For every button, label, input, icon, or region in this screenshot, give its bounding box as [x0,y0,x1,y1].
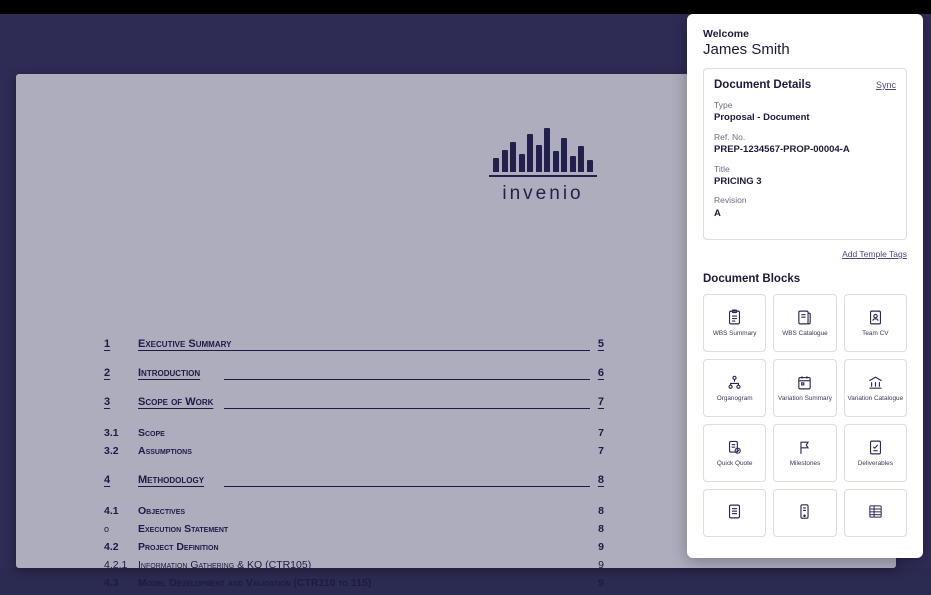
block-label: Milestones [789,460,821,468]
checklist-icon [867,439,884,456]
toc-page: 9 [598,541,604,553]
block-deliverables[interactable] [844,424,907,482]
document-details-title: Document Details [714,79,812,91]
block-organogram[interactable] [703,359,766,417]
block-variation-catalogue[interactable] [844,359,907,417]
toc-entry[interactable] [104,427,604,442]
logo-wordmark: invenio [502,183,584,204]
toc-page: 7 [598,445,604,457]
table-of-contents [104,324,604,595]
logo-underline [489,175,597,177]
toc-number: o [104,524,110,534]
field-value: PRICING 3 [714,176,762,187]
welcome-label: Welcome [703,28,749,40]
toc-leader [224,350,590,351]
field-value: A [714,207,721,219]
toc-entry[interactable] [104,505,604,520]
block-label: Quick Quote [716,460,753,468]
title-bar [0,0,931,14]
toc-title: Model Development and Validation (CTR110 to 115) [138,577,372,589]
toc-page: 7 [597,396,604,408]
user-name: James Smith [703,41,790,58]
field-value: Proposal - Document [714,112,810,124]
toc-number: 3.2 [104,445,119,457]
toc-entry[interactable] [104,338,604,353]
toc-page: 8 [598,505,604,517]
calendar-icon [796,374,813,391]
toc-page: 8 [598,523,604,535]
toc-number: 1 [104,338,111,350]
block-quick-quote[interactable] [703,424,766,482]
toc-page: 5 [597,338,604,350]
toc-title: Assumptions [138,445,192,457]
toc-title: Scope of Work [138,396,214,408]
block-milestones[interactable] [773,424,836,482]
list-doc-icon [726,503,743,520]
detail-field-revision [714,195,896,220]
toc-page: 6 [597,367,604,379]
invenio-logo [484,126,602,205]
block-label: WBS Catalogue [782,330,828,338]
block-team-cv[interactable] [844,294,907,352]
block-wbs-catalogue[interactable] [773,294,836,352]
toc-title: Scope [138,427,165,439]
block-label: Deliverables [857,460,893,468]
toc-entry[interactable] [104,396,604,411]
sync-button[interactable]: Sync [875,80,896,90]
toc-entry[interactable] [104,367,604,382]
mobile-doc-icon [796,503,813,520]
toc-entry[interactable] [104,474,604,489]
document-blocks-title: Document Blocks [703,273,801,286]
block-label: Organogram [716,395,753,403]
toc-title: Executive Summary [138,338,232,350]
toc-number: 4.2 [104,541,119,553]
toc-page: 7 [598,427,604,439]
field-value: PREP-1234567-PROP-00004-A [714,144,850,156]
bank-icon [867,374,884,391]
flag-icon [796,439,813,456]
toc-entry[interactable] [104,541,604,556]
block-label: Variation Catalogue [847,395,904,403]
detail-field-title [714,164,896,189]
block-mobile-doc[interactable] [773,489,836,537]
toc-number: 3 [104,396,111,408]
table-icon [867,503,884,520]
toc-entry[interactable] [104,445,604,460]
toc-number: 2 [104,367,111,379]
toc-entry[interactable] [104,577,604,592]
quote-icon [726,439,743,456]
field-label: Type [714,100,733,110]
detail-field-ref-no [714,132,896,157]
toc-number: 4 [104,474,111,486]
block-table[interactable] [844,489,907,537]
document-blocks-grid [703,294,907,537]
field-label: Title [714,163,730,174]
toc-page: 9 [598,559,604,571]
toc-title: Project Definition [138,541,219,553]
toc-title: Execution Statement [138,523,229,535]
block-list-doc[interactable] [703,489,766,537]
toc-leader [224,379,590,380]
block-label: Team CV [862,330,889,338]
toc-title: Information Gathering & KO (CTR105) [138,559,312,571]
book-stack-icon [796,309,813,326]
toc-page: 9 [598,577,604,589]
toc-number: 4.3 [104,577,119,589]
toc-title: Objectives [138,505,186,517]
document-details-header [714,79,896,91]
toc-leader [224,486,590,487]
logo-bars-icon [484,126,602,172]
add-temple-tags-link[interactable]: Add Temple Tags [842,249,907,260]
block-wbs-summary[interactable] [703,294,766,352]
org-chart-icon [726,374,743,391]
field-label: Revision [714,195,747,206]
detail-field-type [714,100,896,125]
toc-entry[interactable] [104,559,604,574]
field-label: Ref. No. [714,131,746,142]
clipboard-icon [726,309,743,326]
document-details-card [703,68,907,240]
person-card-icon [867,309,884,326]
toc-entry[interactable] [104,523,604,538]
block-label: WBS Summary [712,330,757,338]
block-variation-summary[interactable] [773,359,836,417]
toc-title: Methodology [138,474,205,486]
toc-page: 8 [597,474,604,486]
toc-number: 4.2.1 [104,559,128,571]
toc-number: 3.1 [104,427,119,439]
toc-title: Introduction [138,367,201,379]
toc-number: 4.1 [104,505,119,517]
toc-leader [224,408,590,409]
block-label: Variation Summary [778,395,832,403]
side-panel [687,14,923,558]
